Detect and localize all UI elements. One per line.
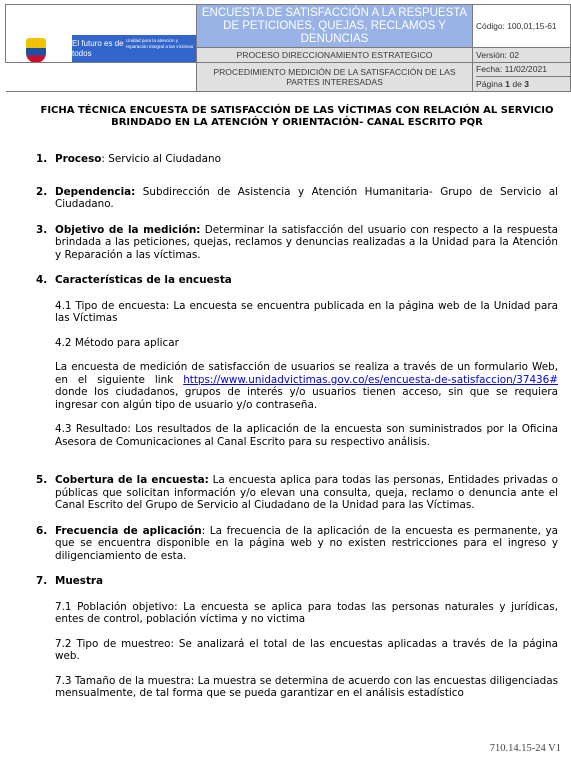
entity-logo	[16, 35, 196, 63]
section-7-3: 7.3 Tamaño de la muestra: La muestra se determina de acuerdo con las encuestas diligenciadas mensualmente, de tal forma que se pueda garantizar en el análisis estadístico	[55, 674, 558, 699]
logo-slogan: El futuro es de todos	[72, 39, 124, 58]
page-indicator: Página 1 de 3	[476, 79, 530, 89]
section-4-1: 4.1 Tipo de encuesta: La encuesta se encuentra publicada en la página web de la Unidad para las Víctimas	[55, 299, 558, 324]
section-1: 1. Proceso: Servicio al Ciudadano	[36, 153, 221, 165]
logo-cell	[6, 5, 197, 63]
section-2: 2. Dependencia: Subdirección de Asistencia y Atención Humanitaria- Grupo de Servicio al Ciudadano.	[36, 185, 558, 210]
survey-link[interactable]: https://www.unidadvictimas.gov.co/es/encuesta-de-satisfaccion/37436#	[183, 373, 558, 386]
version-label: Versión: 02	[473, 48, 571, 63]
date-page-cell	[473, 63, 571, 92]
document-code: Código: 100,01,15-61	[473, 5, 571, 48]
section-3: 3. Objetivo de la medición: Determinar la satisfacción del usuario con respecto a la respuesta brindada a las peticiones, quejas, reclamos y denuncias realizadas a la Unidad para la Atención y Reparación a las víctimas.	[36, 223, 558, 261]
document-title: FICHA TÉCNICA ENCUESTA DE SATISFACCIÓN DE LAS VÍCTIMAS CON RELACIÓN AL SERVICIO BRINDADO EN LA ATENCIÓN Y ORIENTACIÓN- CANAL ESCRITO PQR	[40, 105, 554, 128]
header-blank	[6, 63, 197, 92]
document-body	[36, 105, 558, 700]
section-7: 7. Muestra	[36, 575, 104, 587]
form-code-footer: 710.14.15-24 V1	[489, 743, 561, 754]
section-4-2: 4.2 Método para aplicar	[55, 336, 179, 349]
logo-entity-name: Unidad para la atención y reparación integral a las víctimas	[126, 38, 194, 49]
date-label: Fecha: 11/02/2021	[476, 63, 570, 77]
procedure-name: PROCEDIMIENTO MEDICIÓN DE LA SATISFACCIÓN DE LAS PARTES INTERESADAS	[197, 63, 473, 92]
section-6: 6. Frecuencia de aplicación: La frecuencia de la aplicación de la encuesta es permanente, ya que se encuentra disponible en la página web y no existen restricciones para el ingreso y diligenciamiento de esta.	[36, 524, 559, 562]
section-7-2: 7.2 Tipo de muestreo: Se analizará el total de las encuestas aplicadas a través de la página web.	[55, 637, 558, 662]
process-name: PROCESO DIRECCIONAMIENTO ESTRATEGICO	[197, 48, 473, 63]
section-5: 5. Cobertura de la encuesta: La encuesta aplica para todas las personas, Entidades privadas o públicas que solicitan información y/o elevan una consulta, queja, reclamo o denuncia ante el Canal Escrito del Grupo de Servicio al Ciudadano de la Unidad para las Víctimas.	[36, 474, 558, 511]
section-4-3: 4.3 Resultado: Los resultados de la aplicación de la encuesta son suministrados por la Oficina Asesora de Comunicaciones al Canal Escrito para su respectivo análisis.	[55, 423, 558, 448]
document-header	[5, 4, 571, 92]
section-7-1: 7.1 Población objetivo: La encuesta se aplica para todas las personas naturales y jurídicas, entes de control, población víctima y no victima	[55, 600, 558, 625]
section-4-2-text: La encuesta de medición de satisfacción de usuarios se realiza a través de un formulario Web, en el siguiente link https://www.unidadvictimas.gov.co/es/encuesta-de-satisfaccion/37436# donde los ciudadanos, grupos de interés y/o usuarios tienen acceso, sin que se requiera ingresar con algún tipo de usuario y/o contraseña.	[55, 361, 558, 411]
colombia-shield-icon	[26, 38, 46, 63]
section-4: 4. Características de la encuesta	[36, 274, 232, 286]
document-title-header: ENCUESTA DE SATISFACCIÓN A LA RESPUESTA DE PETICIONES, QUEJAS, RECLAMOS Y DENUNCIAS	[197, 5, 473, 48]
